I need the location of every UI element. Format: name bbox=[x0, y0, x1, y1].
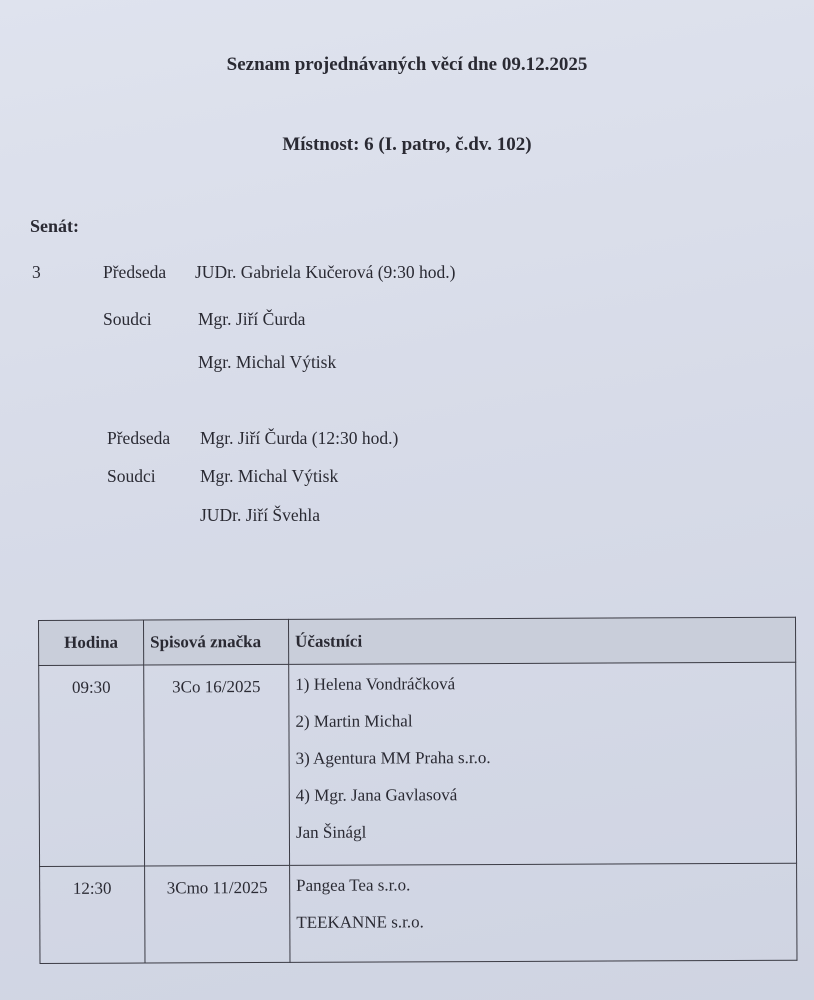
row1-ref: 3Co 16/2025 bbox=[144, 664, 290, 866]
table-header-row bbox=[39, 617, 796, 665]
row1-hour: 09:30 bbox=[39, 665, 145, 866]
party-item: 3) Agentura MM Praha s.r.o. bbox=[295, 748, 491, 768]
row2-ref: 3Cmo 11/2025 bbox=[145, 865, 290, 963]
table-row bbox=[39, 662, 797, 866]
party-item: 2) Martin Michal bbox=[295, 711, 413, 731]
panel2-chair: Mgr. Jiří Čurda (12:30 hod.) bbox=[200, 428, 399, 448]
document-title: Seznam projednávaných věcí dne 09.12.2025 bbox=[226, 54, 588, 75]
panel2-judge-1: Mgr. Michal Výtisk bbox=[200, 466, 339, 486]
panel1-chair-label: Předseda bbox=[103, 262, 167, 282]
party-item: Jan Šinágl bbox=[295, 822, 367, 842]
header-parties: Účastníci bbox=[288, 617, 795, 664]
senat-number: 3 bbox=[32, 262, 41, 282]
row2-hour: 12:30 bbox=[40, 866, 145, 963]
panel1-judge-1: Mgr. Jiří Čurda bbox=[198, 309, 306, 329]
party-item: 1) Helena Vondráčková bbox=[295, 674, 456, 694]
party-item: 4) Mgr. Jana Gavlasová bbox=[295, 785, 458, 805]
room-heading: Místnost: 6 (I. patro, č.dv. 102) bbox=[282, 134, 532, 155]
row1-parties bbox=[289, 662, 797, 865]
header-ref: Spisová značka bbox=[144, 619, 289, 665]
schedule-table bbox=[38, 617, 797, 964]
row2-parties bbox=[290, 863, 797, 962]
party-item: TEEKANNE s.r.o. bbox=[296, 912, 424, 932]
panel1-judge-2: Mgr. Michal Výtisk bbox=[198, 352, 337, 372]
party-item: Pangea Tea s.r.o. bbox=[296, 875, 411, 895]
panel1-chair: JUDr. Gabriela Kučerová (9:30 hod.) bbox=[195, 262, 456, 282]
panel2-judge-2: JUDr. Jiří Švehla bbox=[200, 505, 321, 525]
header-hour: Hodina bbox=[39, 620, 144, 665]
panel2-chair-label: Předseda bbox=[107, 428, 171, 448]
senat-label: Senát: bbox=[30, 216, 79, 236]
table-row bbox=[40, 863, 797, 963]
panel2-judges-label: Soudci bbox=[107, 466, 156, 486]
panel1-judges-label: Soudci bbox=[103, 309, 152, 329]
